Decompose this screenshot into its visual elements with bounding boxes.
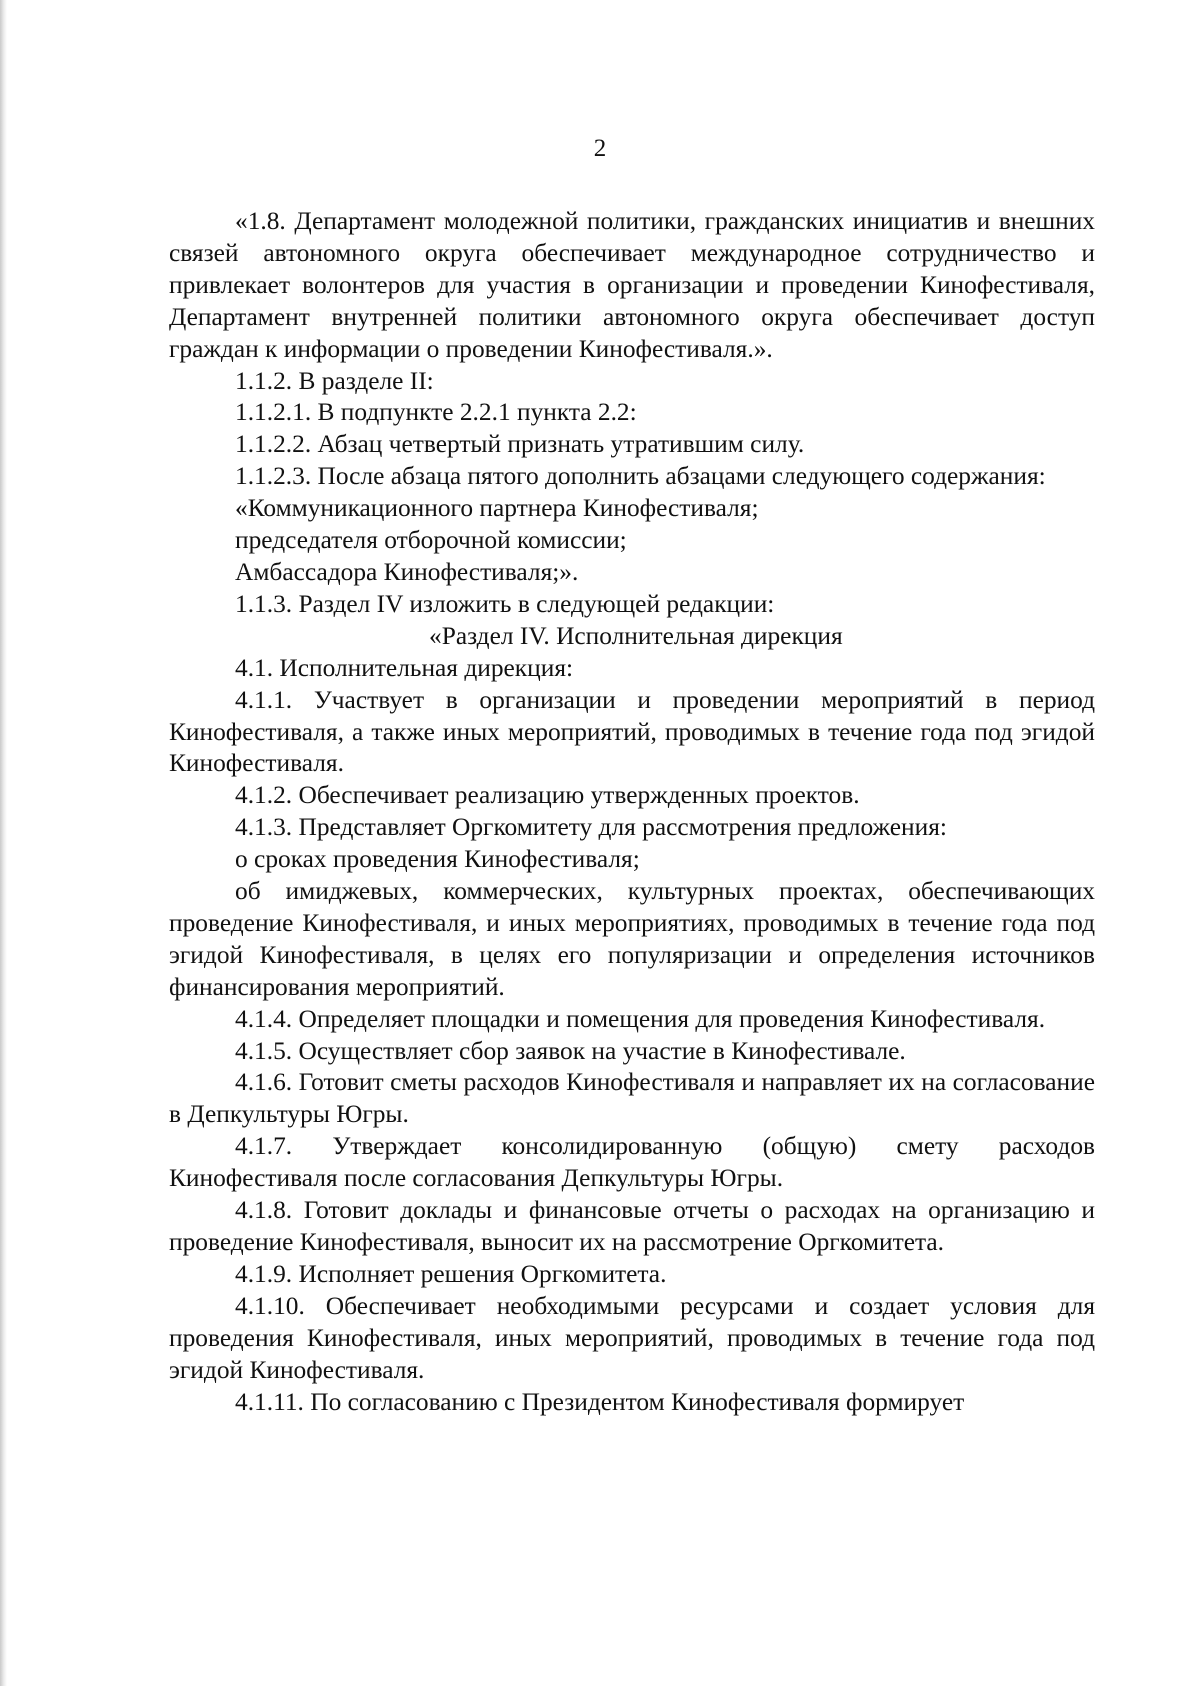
paragraph-4-1: 4.1. Исполнительная дирекция: xyxy=(235,653,574,682)
paragraph-4-1-3: 4.1.3. Представляет Оргкомитету для рассмотрения предложения: xyxy=(235,813,947,842)
paragraph-4-1-6: 4.1.6. Готовит сметы расходов Кинофестиваля и направляет их на согласование в Депкультуры Югры. xyxy=(169,1068,1095,1129)
scan-edge-shadow xyxy=(0,0,7,1686)
list-item-communication-partner: «Коммуникационного партнера Кинофестиваля; xyxy=(235,494,759,523)
page-number: 2 xyxy=(593,135,607,162)
paragraph-4-1-7: 4.1.7. Утверждает консолидированную (общую) смету расходов Кинофестиваля после согласования Депкультуры Югры. xyxy=(169,1132,1095,1193)
list-item-selection-committee-chair: председателя отборочной комиссии; xyxy=(235,526,627,555)
document-body xyxy=(169,206,1095,1418)
paragraph-1-1-3: 1.1.3. Раздел IV изложить в следующей редакции: xyxy=(235,589,775,618)
paragraph-1-1-2: 1.1.2. В разделе II: xyxy=(235,366,434,395)
paragraph-4-1-5: 4.1.5. Осуществляет сбор заявок на участие в Кинофестивале. xyxy=(235,1036,906,1065)
paragraph-1-1-2-2: 1.1.2.2. Абзац четвертый признать утратившим силу. xyxy=(235,430,805,459)
list-item-festival-dates: о сроках проведения Кинофестиваля; xyxy=(235,845,640,874)
list-item-ambassador: Амбассадора Кинофестиваля;». xyxy=(235,557,579,586)
list-item-image-projects: об имиджевых, коммерческих, культурных проектах, обеспечивающих проведение Кинофестиваля, и иных мероприятиях, проводимых в течение года под эгидой Кинофестиваля, в целях его популяризации и определения источников финансирования мероприятий. xyxy=(169,877,1095,1001)
paragraph-1-8-clause: «1.8. Департамент молодежной политики, гражданских инициатив и внешних связей автономного округа обеспечивает международное сотрудничество и привлекает волонтеров для участия в организации и проведении Кинофестиваля, Департамент внутренней политики автономного округа обеспечивает доступ граждан к информации о проведении Кинофестиваля.». xyxy=(169,207,1095,363)
paragraph-4-1-10: 4.1.10. Обеспечивает необходимыми ресурсами и создает условия для проведения Кинофестиваля, иных мероприятий, проводимых в течение года под эгидой Кинофестиваля. xyxy=(169,1291,1095,1384)
paragraph-1-1-2-3: 1.1.2.3. После абзаца пятого дополнить абзацами следующего содержания: xyxy=(235,462,1046,491)
paragraph-4-1-9: 4.1.9. Исполняет решения Оргкомитета. xyxy=(235,1259,667,1288)
paragraph-1-1-2-1: 1.1.2.1. В подпункте 2.2.1 пункта 2.2: xyxy=(235,398,637,427)
paragraph-4-1-1: 4.1.1. Участвует в организации и проведении мероприятий в период Кинофестиваля, а также иных мероприятий, проводимых в течение года под эгидой Кинофестиваля. xyxy=(169,685,1095,778)
paragraph-4-1-11: 4.1.11. По согласованию с Президентом Кинофестиваля формирует xyxy=(235,1387,965,1416)
paragraph-4-1-2: 4.1.2. Обеспечивает реализацию утвержденных проектов. xyxy=(235,781,860,810)
paragraph-4-1-8: 4.1.8. Готовит доклады и финансовые отчеты о расходах на организацию и проведение Кинофестиваля, выносит их на рассмотрение Оргкомитета. xyxy=(169,1196,1095,1256)
paragraph-4-1-4: 4.1.4. Определяет площадки и помещения для проведения Кинофестиваля. xyxy=(235,1004,1046,1033)
section-heading-iv: «Раздел IV. Исполнительная дирекция xyxy=(429,621,843,650)
